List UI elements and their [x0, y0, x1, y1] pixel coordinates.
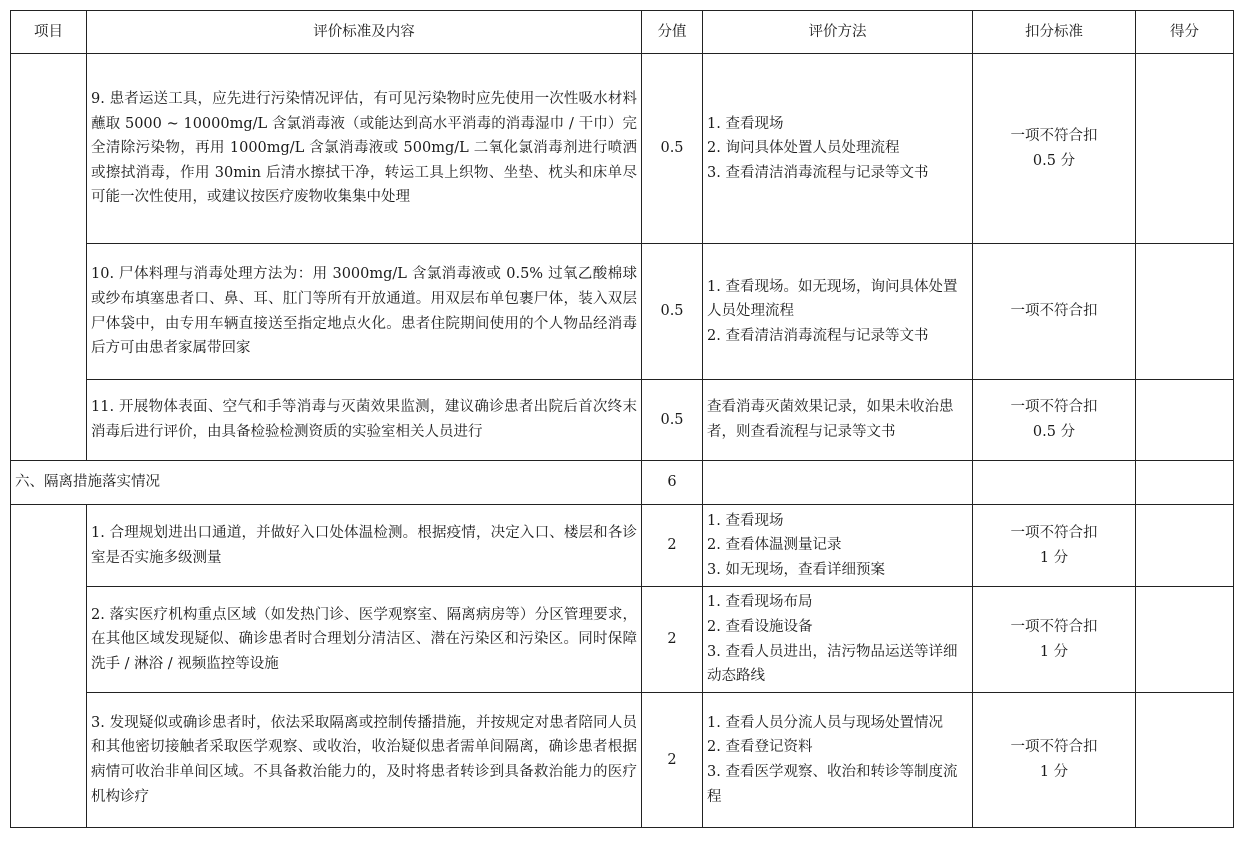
- method-cell: [703, 505, 973, 587]
- method-cell: [703, 693, 973, 828]
- result-cell: [1136, 380, 1234, 461]
- deduction-cell: [973, 461, 1136, 505]
- table-row: [11, 244, 1234, 380]
- header-method: 评价方法: [703, 11, 973, 54]
- section-row: [11, 461, 1234, 505]
- deduction-cell: [973, 54, 1136, 244]
- method-line: 2. 询问具体处置人员处理流程: [707, 140, 900, 157]
- criteria-cell: 3. 发现疑似或确诊患者时，依法采取隔离或控制传播措施，并按规定对患者陪同人员和其他密切接触者采取医学观察、或收治，收治疑似患者需单间隔离，确诊患者根据病情可收治非单间区域。不具备救治能力的，及时将患者转诊到具备救治能力的医疗机构诊疗: [87, 693, 642, 828]
- method-line: 3. 查看人员进出，洁污物品运送等详细动态路线: [707, 643, 958, 685]
- method-cell: [703, 244, 973, 380]
- header-result: 得分: [1136, 11, 1234, 54]
- deduction-line: 一项不符合扣: [1010, 739, 1098, 756]
- criteria-cell: 1. 合理规划进出口通道，并做好入口处体温检测。根据疫情，决定入口、楼层和各诊室是否实施多级测量: [87, 505, 642, 587]
- score-cell: 2: [642, 587, 703, 693]
- score-cell: 0.5: [642, 380, 703, 461]
- table-row: [11, 380, 1234, 461]
- item-cell: [11, 505, 87, 828]
- method-line: 2. 查看登记资料: [707, 739, 813, 756]
- deduction-line: 一项不符合扣: [1010, 127, 1098, 144]
- deduction-cell: [973, 380, 1136, 461]
- method-line: 2. 查看体温测量记录: [707, 537, 842, 554]
- table-row: [11, 54, 1234, 244]
- header-score: 分值: [642, 11, 703, 54]
- result-cell: [1136, 54, 1234, 244]
- table-row: [11, 693, 1234, 828]
- method-line: 1. 查看现场布局: [707, 594, 813, 611]
- result-cell: [1136, 693, 1234, 828]
- method-line: 3. 如无现场，查看详细预案: [707, 561, 885, 578]
- method-line: 2. 查看清洁消毒流程与记录等文书: [707, 327, 929, 344]
- section-score: 6: [642, 461, 703, 505]
- table-row: [11, 587, 1234, 693]
- deduction-line: 0.5 分: [1032, 152, 1076, 169]
- criteria-cell: 10. 尸体料理与消毒处理方法为：用 3000mg/L 含氯消毒液或 0.5% 过氧乙酸棉球或纱布填塞患者口、鼻、耳、肛门等所有开放通道。用双层布单包裹尸体，装入双层尸体袋中，由专用车辆直接送至指定地点火化。患者住院期间使用的个人物品经消毒后方可由患者家属带回家: [87, 244, 642, 380]
- score-cell: 2: [642, 505, 703, 587]
- deduction-line: 一项不符合扣: [1010, 399, 1098, 416]
- method-line: 查看消毒灭菌效果记录，如果未收治患者，则查看流程与记录等文书: [707, 399, 954, 440]
- deduction-line: 1 分: [1039, 643, 1069, 660]
- deduction-line: 1 分: [1039, 549, 1069, 566]
- header-row: [11, 11, 1234, 54]
- header-deduction: 扣分标准: [973, 11, 1136, 54]
- method-line: 3. 查看医学观察、收治和转诊等制度流程: [707, 764, 958, 805]
- deduction-line: 一项不符合扣: [1010, 618, 1098, 635]
- score-cell: 2: [642, 693, 703, 828]
- method-line: 1. 查看人员分流人员与现场处置情况: [707, 714, 943, 731]
- table-row: [11, 505, 1234, 587]
- result-cell: [1136, 587, 1234, 693]
- criteria-cell: 11. 开展物体表面、空气和手等消毒与灭菌效果监测，建议确诊患者出院后首次终末消毒后进行评价，由具备检验检测资质的实验室相关人员进行: [87, 380, 642, 461]
- score-cell: 0.5: [642, 244, 703, 380]
- result-cell: [1136, 244, 1234, 380]
- method-cell: [703, 461, 973, 505]
- deduction-cell: [973, 587, 1136, 693]
- method-line: 1. 查看现场: [707, 512, 784, 529]
- evaluation-table: [10, 10, 1234, 828]
- deduction-line: 一项不符合扣: [1010, 303, 1098, 320]
- deduction-line: 1 分: [1039, 764, 1069, 780]
- criteria-cell: 2. 落实医疗机构重点区域（如发热门诊、医学观察室、隔离病房等）分区管理要求，在其他区域发现疑似、确诊患者时合理划分清洁区、潜在污染区和污染区。同时保障洗手 / 淋浴 / 视频监控等设施: [87, 587, 642, 693]
- method-line: 1. 查看现场: [707, 115, 784, 132]
- result-cell: [1136, 505, 1234, 587]
- deduction-line: 一项不符合扣: [1010, 524, 1098, 541]
- result-cell: [1136, 461, 1234, 505]
- score-cell: 0.5: [642, 54, 703, 244]
- item-cell: [11, 54, 87, 461]
- header-item: 项目: [11, 11, 87, 54]
- method-line: 2. 查看设施设备: [707, 618, 813, 635]
- deduction-cell: [973, 244, 1136, 380]
- method-cell: [703, 587, 973, 693]
- method-line: 1. 查看现场。如无现场，询问具体处置人员处理流程: [707, 278, 958, 320]
- criteria-cell: 9. 患者运送工具，应先进行污染情况评估，有可见污染物时应先使用一次性吸水材料蘸取 5000 ~ 10000mg/L 含氯消毒液（或能达到高水平消毒的消毒湿巾 / 干巾）完全清除污染物，再用 1000mg/L 含氯消毒液或 500mg/L 二氧化氯消毒剂进行喷洒或擦拭消毒，作用 30min 后清水擦拭干净，转运工具上织物、坐垫、枕头和床单尽可能一次性使用，或建议按医疗废物收集集中处理: [87, 54, 642, 244]
- deduction-cell: [973, 693, 1136, 828]
- deduction-line: 0.5 分: [1032, 424, 1076, 440]
- header-criteria: 评价标准及内容: [87, 11, 642, 54]
- deduction-cell: [973, 505, 1136, 587]
- method-cell: [703, 380, 973, 461]
- method-line: 3. 查看清洁消毒流程与记录等文书: [707, 164, 929, 181]
- method-cell: [703, 54, 973, 244]
- section-title: 六、隔离措施落实情况: [11, 461, 642, 505]
